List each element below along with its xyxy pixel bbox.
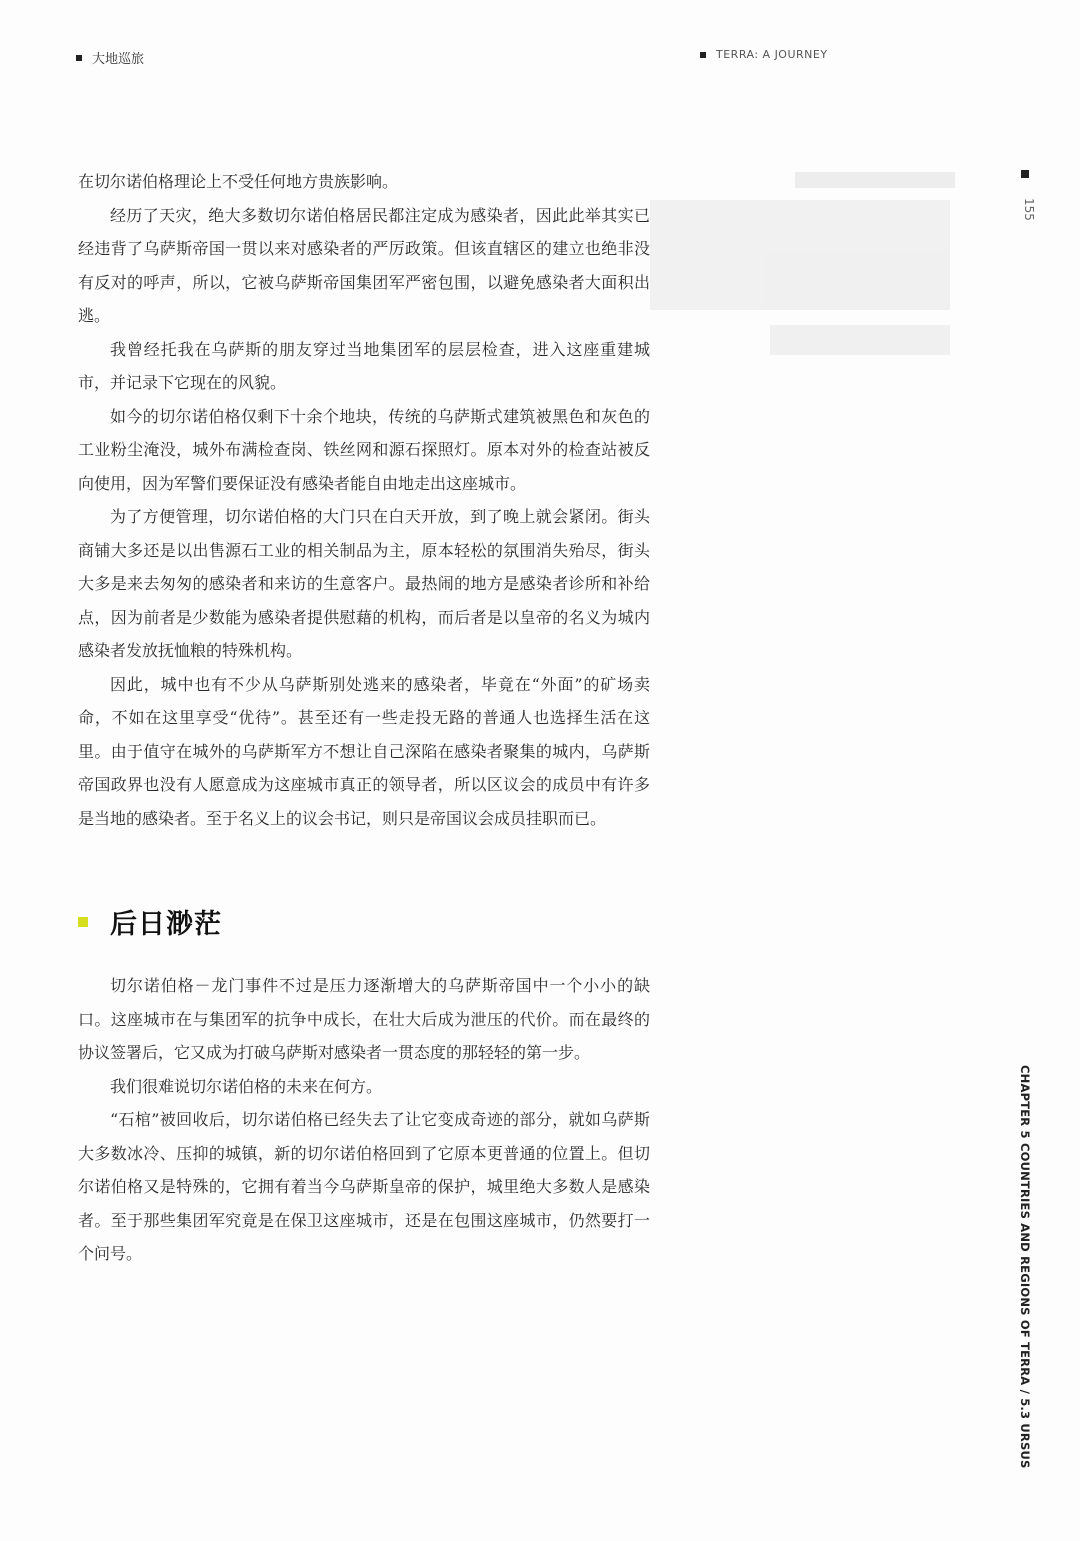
paragraph: 为了方便管理，切尔诺伯格的大门只在白天开放，到了晚上就会紧闭。街头商铺大多还是以出售源石工业的相关制品为主，原本轻松的氛围消失殆尽，街头大多是来去匆匆的感染者和来访的生意客户。最热闹的地方是感染者诊所和补给点，因为前者是少数能为感染者提供慰藉的机构，而后者是以皇帝的名义为城内感染者发放抚恤粮的特殊机构。 [78, 507, 650, 660]
page-marker-icon [1021, 170, 1029, 178]
chapter-label: CHAPTER 5 COUNTRIES AND REGIONS OF TERRA / 5.3 URSUS [1018, 1065, 1032, 1469]
paragraph: 在切尔诺伯格理论上不受任何地方贵族影响。 [78, 172, 399, 191]
paragraph: 我曾经托我在乌萨斯的朋友穿过当地集团军的层层检查，进入这座重建城市，并记录下它现在的风貌。 [78, 339, 650, 392]
paragraph: “石棺”被回收后，切尔诺伯格已经失去了让它变成奇迹的部分，就如乌萨斯大多数冰冷、压抑的城镇，新的切尔诺伯格回到了它原本更普通的位置上。但切尔诺伯格又是特殊的，它拥有着当今乌萨斯皇帝的保护，城里绝大多数人是感染者。至于那些集团军究竟是在保卫这座城市，还是在包围这座城市，仍然要打一个问号。 [78, 1110, 650, 1263]
paragraph: 切尔诺伯格－龙门事件不过是压力逐渐增大的乌萨斯帝国中一个小小的缺口。这座城市在与集团军的抗争中成长，在壮大后成为泄压的代价。而在最终的协议签署后，它又成为打破乌萨斯对感染者一贯态度的那轻轻的第一步。 [78, 976, 650, 1062]
section-heading [78, 902, 222, 941]
book-title-en: TERRA: A JOURNEY [716, 48, 828, 61]
header-bullet-icon [76, 55, 82, 61]
body-text-bottom [78, 969, 650, 1271]
paragraph: 我们很难说切尔诺伯格的未来在何方。 [110, 1076, 383, 1096]
bleed-through-tag [795, 172, 955, 188]
heading-accent-icon [78, 917, 88, 927]
body-text-top [78, 165, 650, 835]
paragraph: 因此，城中也有不少从乌萨斯别处逃来的感染者，毕竟在“外面”的矿场卖命，不如在这里享受“优待”。甚至还有一些走投无路的普通人也选择生活在这里。由于值守在城外的乌萨斯军方不想让自己深陷在感染者聚集的城内，乌萨斯帝国政界也没有人愿意成为这座城市真正的领导者，所以区议会的成员中有许多是当地的感染者。至于名义上的议会书记，则只是帝国议会成员挂职而已。 [78, 674, 650, 828]
section-title: 后日渺茫 [110, 909, 222, 940]
paragraph: 如今的切尔诺伯格仅剩下十余个地块，传统的乌萨斯式建筑被黑色和灰色的工业粉尘淹没，城外布满检查岗、铁丝网和源石探照灯。原本对外的检查站被反向使用，因为军警们要保证没有感染者能自由地走出这座城市。 [78, 406, 650, 493]
running-header-right [700, 48, 828, 61]
bleed-through-title [640, 200, 960, 360]
running-header-left [76, 48, 144, 67]
book-title-cn: 大地巡旅 [92, 52, 145, 67]
paragraph: 经历了天灾，绝大多数切尔诺伯格居民都注定成为感染者，因此此举其实已经违背了乌萨斯帝国一贯以来对感染者的严厉政策。但该直辖区的建立也绝非没有反对的呼声，所以，它被乌萨斯帝国集团军严密包围，以避免感染者大面积出逃。 [78, 205, 650, 325]
page-number: 155 [1022, 197, 1036, 221]
header-bullet-icon [700, 52, 706, 58]
